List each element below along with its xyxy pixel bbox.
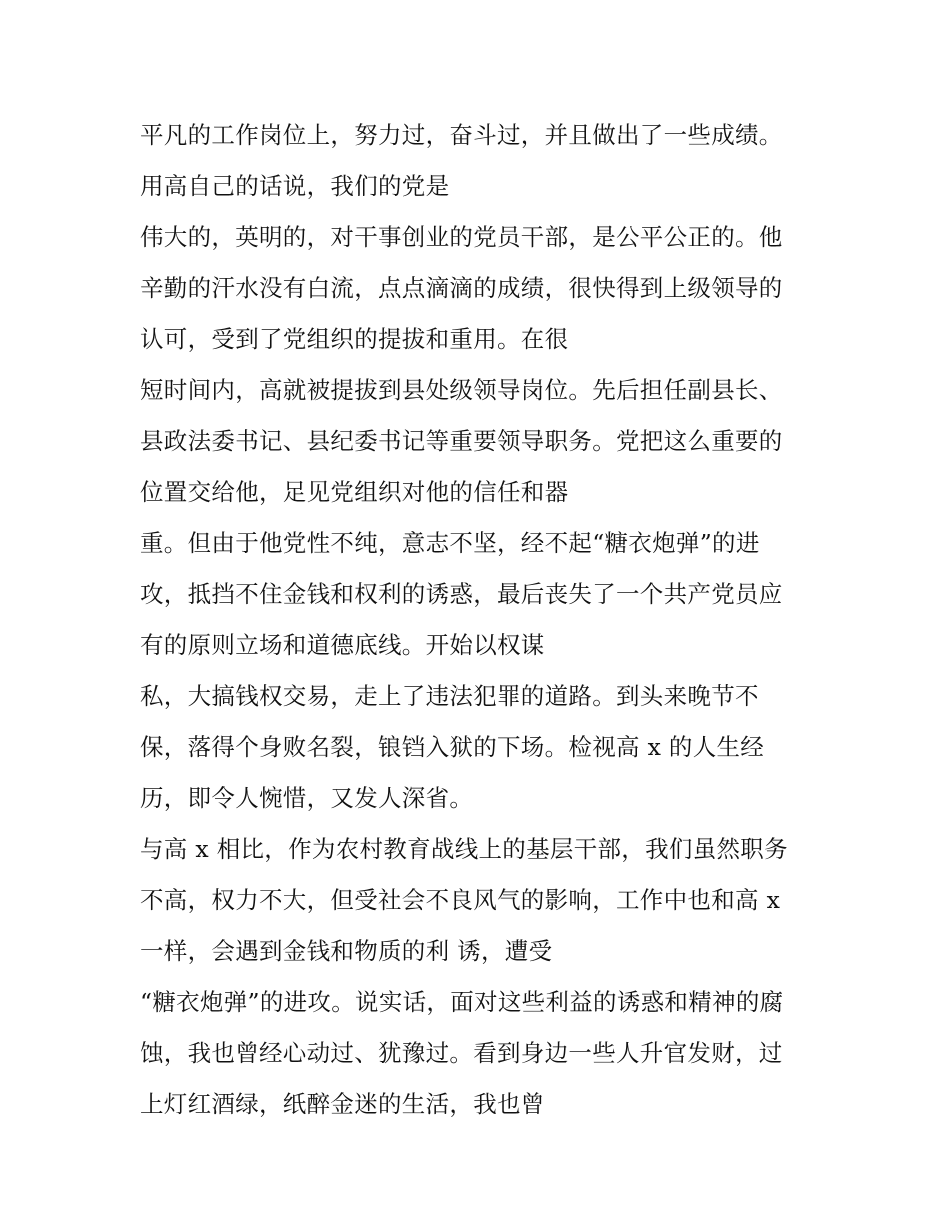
text-line: 平凡的工作岗位上，努力过，奋斗过，并且做出了一些成绩。 [140, 121, 783, 149]
text-line: 不高，权力不大，但受社会不良风气的影响，工作中也和高 x [140, 886, 781, 914]
text-line: 位置交给他，足见党组织对他的信任和器 [140, 478, 569, 506]
text-line: “糖衣炮弹”的进攻。说实话，面对这些利益的诱惑和精神的腐 [140, 988, 784, 1016]
body-text [140, 110, 820, 1130]
text-line: 县政法委书记、县纪委书记等重要领导职务。党把这么重要的 [140, 427, 783, 455]
text-line: 历，即令人惋惜，又发人深省。 [140, 784, 474, 812]
text-line: 攻，抵挡不住金钱和权利的诱惑，最后丧失了一个共产党员应 [140, 580, 783, 608]
text-line: 认可，受到了党组织的提拔和重用。在很 [140, 325, 569, 353]
text-line: 用高自己的话说，我们的党是 [140, 172, 450, 200]
text-line: 私，大搞钱权交易，走上了违法犯罪的道路。到头来晚节不 [140, 682, 759, 710]
text-line: 保，落得个身败名裂，锒铛入狱的下场。检视高 x 的人生经 [140, 733, 765, 761]
text-line: 有的原则立场和道德底线。开始以权谋 [140, 631, 545, 659]
text-line: 辛勤的汗水没有白流，点点滴滴的成绩，很快得到上级领导的 [140, 274, 783, 302]
text-line: 一样，会遇到金钱和物质的利 诱，遭受 [140, 937, 553, 965]
text-line: 伟大的，英明的，对干事创业的党员干部，是公平公正的。他 [140, 223, 783, 251]
text-line: 重。但由于他党性不纯，意志不坚，经不起“糖衣炮弹”的进 [140, 529, 760, 557]
text-line: 与高 x 相比，作为农村教育战线上的基层干部，我们虽然职务 [140, 835, 788, 863]
text-line: 短时间内，高就被提拔到县处级领导岗位。先后担任副县长、 [140, 376, 783, 404]
text-line: 蚀，我也曾经心动过、犹豫过。看到身边一些人升官发财，过 [140, 1039, 783, 1067]
text-line: 上灯红酒绿，纸醉金迷的生活，我也曾 [140, 1090, 545, 1118]
